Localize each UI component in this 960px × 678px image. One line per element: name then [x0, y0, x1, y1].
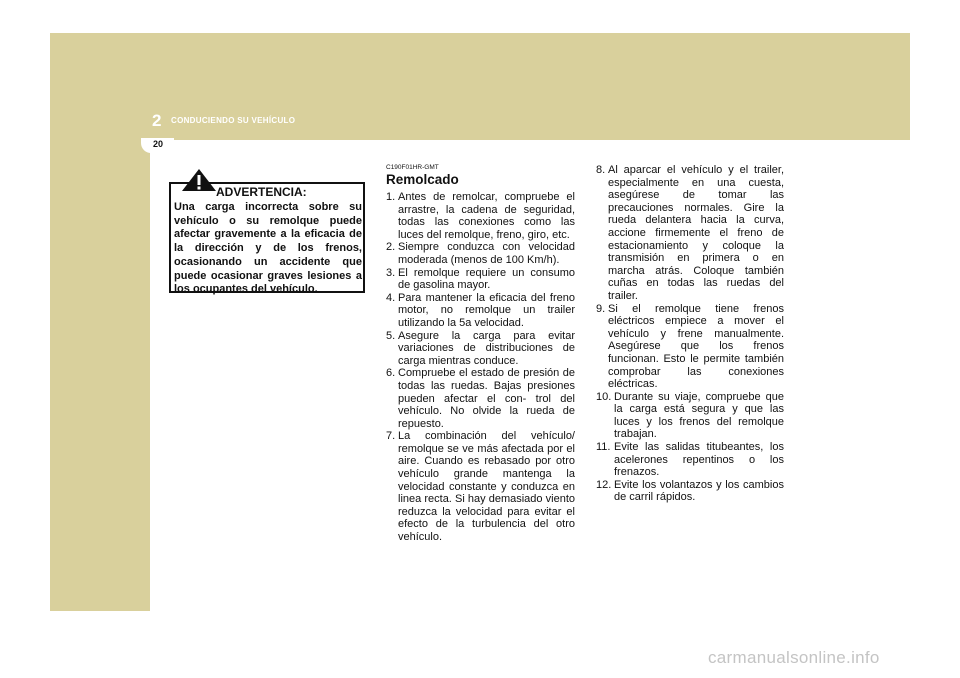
list-item: 10. Durante su viaje, compruebe que la carga está segura y que las luces y los frenos del remolque trabajan.: [596, 390, 784, 441]
section-heading: Remolcado: [386, 172, 459, 187]
chapter-title: CONDUCIENDO SU VEHÍCULO: [171, 116, 296, 125]
list-item: 3. El remolque requiere un consumo de gasolina mayor.: [386, 266, 575, 292]
page-number: 20: [152, 139, 163, 149]
chapter-number: 2: [152, 111, 162, 130]
towing-list: [386, 191, 575, 544]
list-item: 9. Si el remolque tiene frenos eléctricos empiece a mover el vehículo y frene manualmente. Asegúrese que los frenos funcionan. Esto le permite también comprobar las conexiones eléctricas.: [596, 302, 784, 391]
towing-section-continued: [596, 164, 784, 504]
warning-text: Una carga incorrecta sobre su vehículo o su remolque puede afectar gravemente a la eficacia de la dirección y de los frenos, ocasionando un accidente que puede ocasionar graves lesiones a los ocupantes del vehículo.: [174, 201, 362, 296]
warning-title: ADVERTENCIA:: [216, 185, 307, 199]
list-item: 11. Evite las salidas titubeantes, los acelerones repentinos o los frenazos.: [596, 441, 784, 479]
list-item: 12. Evite los volantazos y los cambios de carril rápidos.: [596, 478, 784, 504]
list-item: 7. La combinación del vehículo/ remolque se ve más afectada por el aire. Cuando es rebasado por otro vehículo grande mantenga la velocidad constante y conduzca en linea recta. Si hay demasiado viento reduzca la velocidad para evitar el efecto de la turbulencia del otro vehículo.: [386, 430, 575, 544]
watermark: carmanualsonline.info: [708, 648, 880, 667]
list-item: 5. Asegure la carga para evitar variaciones de distribuciones de carga mientras conduce.: [386, 329, 575, 367]
list-item: 2. Siempre conduzca con velocidad moderada (menos de 100 Km/h).: [386, 241, 575, 266]
list-item: 4. Para mantener la eficacia del freno motor, no remolque un trailer utilizando la 5a velocidad.: [386, 291, 575, 329]
towing-list-continued: [596, 164, 784, 504]
list-item: 1. Antes de remolcar, compruebe el arrastre, la cadena de seguridad, todas las conexiones como las luces del remolque, freno, giro, etc.: [386, 191, 575, 241]
section-code: C190F01HR-GMT: [386, 164, 439, 171]
list-item: 8. Al aparcar el vehículo y el trailer, especialmente en una cuesta, asegúrese de tomar las precauciones normales. Gire la rueda delantera hacia la curva, accione firmemente el freno de estacionamiento y coloque la transmisión en primera o en marcha atrás. Coloque también cuñas en todas las ruedas del trailer.: [596, 164, 784, 302]
exclamation-triangle-icon: [181, 168, 217, 192]
towing-section: [386, 164, 575, 544]
list-item: 6. Compruebe el estado de presión de todas las ruedas. Bajas presiones pueden afectar el con- trol del vehículo. No olvide la rueda de repuesto.: [386, 367, 575, 430]
